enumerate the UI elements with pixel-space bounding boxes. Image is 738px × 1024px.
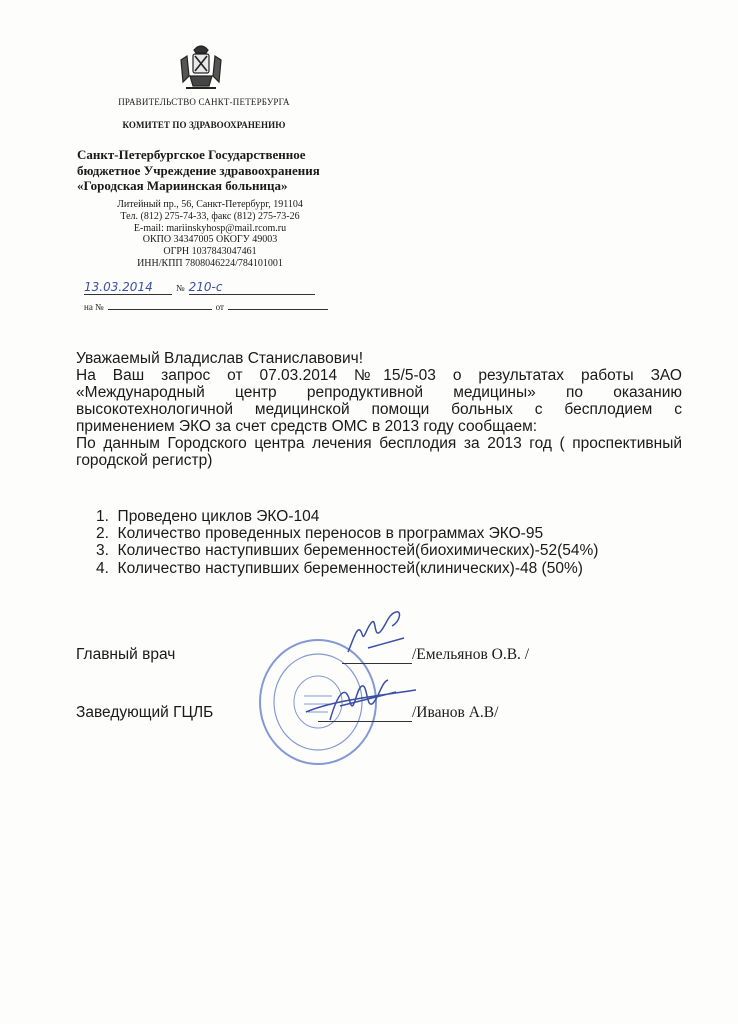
from-label: от [215, 302, 224, 312]
outgoing-registration [84, 278, 315, 296]
number-label: № [176, 283, 185, 293]
letter-body [76, 350, 682, 469]
organization-contacts [70, 199, 350, 270]
coat-of-arms-logo [176, 42, 226, 92]
list-item: 4. Количество наступивших беременностей(клинических)-48 (50%) [96, 559, 583, 577]
lab-head-name: /Иванов А.В/ [412, 704, 499, 721]
paragraph-line: высокотехнологичной медицинской помощи больных с бесплодием с [76, 401, 682, 418]
government-heading: ПРАВИТЕЛЬСТВО САНКТ-ПЕТЕРБУРГА [118, 97, 290, 107]
list-item: 2. Количество проведенных переносов в программах ЭКО-95 [96, 525, 544, 543]
paragraph-line: городской регистр) [76, 452, 213, 469]
ref-number-blank [108, 299, 212, 310]
paragraph-line: По данным Городского центра лечения бесплодия за 2013 год ( проспективный [76, 435, 682, 452]
ref-date-blank [228, 299, 328, 310]
org-name-line: Санкт-Петербургское Государственное [77, 147, 306, 162]
list-item: 1. Проведено циклов ЭКО-104 [96, 508, 320, 525]
greeting: Уважаемый Владислав Станиславович! [76, 350, 364, 367]
address-line: Литейный пр., 56, Санкт-Петербург, 191104 [117, 199, 303, 210]
okpo-line: ОКПО 34347005 ОКОГУ 49003 [142, 234, 278, 246]
org-name-line: «Городская Мариинская больница» [77, 178, 288, 193]
incoming-reference [84, 297, 328, 315]
lab-head-title: Заведующий ГЦЛБ [76, 704, 214, 721]
inn-line: ИНН/КПП 7808046224/784101001 [137, 257, 283, 269]
org-name-line: бюджетное Учреждение здравоохранения [77, 162, 320, 178]
chief-doctor-signature [344, 608, 414, 665]
email-line: E-mail: mariinskyhosp@mail.rcom.ru [133, 222, 287, 234]
paragraph-line: «Международный центр репродуктивной медицины» по оказанию [76, 384, 682, 401]
lab-head-signature [300, 672, 430, 733]
committee-heading: КОМИТЕТ ПО ЗДРАВООХРАНЕНИЮ [122, 120, 286, 130]
chief-doctor-title: Главный врач [76, 646, 176, 663]
organization-name [77, 147, 320, 194]
outgoing-number: 210-с [189, 280, 315, 295]
ref-label: на № [84, 302, 104, 312]
chief-doctor-name: /Емельянов О.В. / [412, 646, 530, 663]
paragraph-line: На Ваш запрос от 07.03.2014 №15/5-03 о результатах работы ЗАО [76, 367, 682, 384]
phone-line: Тел. (812) 275-74-33, факс (812) 275-73-26 [120, 210, 300, 222]
results-list [96, 508, 598, 577]
outgoing-date: 13.03.2014 [84, 280, 172, 295]
list-item: 3. Количество наступивших беременностей(биохимических)-52(54%) [96, 542, 599, 560]
ogrn-line: ОГРН 1037843047461 [163, 246, 257, 258]
paragraph-line: применением ЭКО за счет средств ОМС в 2013 году сообщаем: [76, 418, 538, 435]
